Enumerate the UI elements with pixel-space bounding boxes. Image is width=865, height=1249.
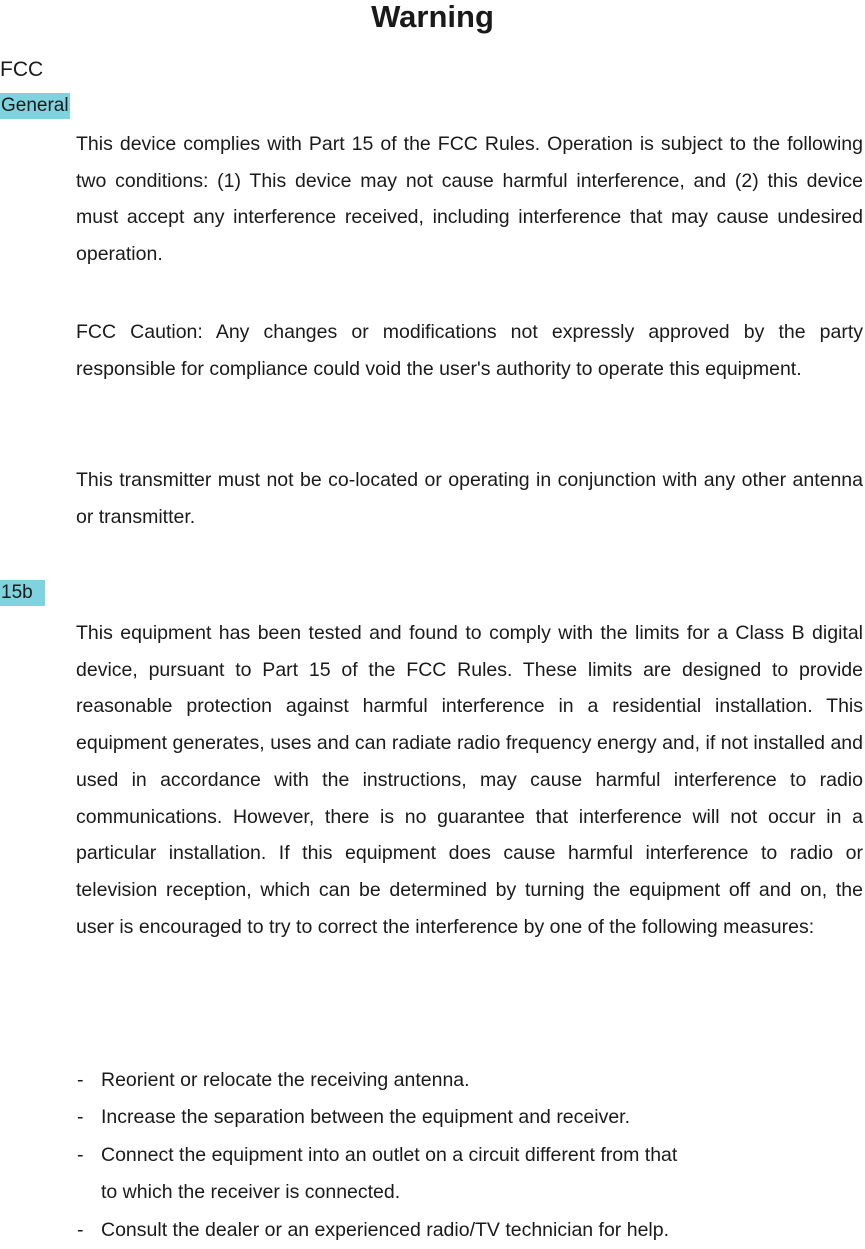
page-title: Warning xyxy=(371,0,494,34)
list-item xyxy=(76,1137,863,1212)
paragraph-class-b: This equipment has been tested and found to comply with the limits for a Class B digital device, pursuant to Part 15 of the FCC Rules. These limits are designed to provide reasonable protection against harmful interference in a residential installation. This equipment generates, uses and can radiate radio frequency energy and, if not installed and used in accordance with the instructions, may cause harmful interference to radio communications. However, there is no guarantee that interference will not occur in a particular installation. If this equipment does cause harmful interference to radio or television reception, which can be determined by turning the equipment off and on, the user is encouraged to try to correct the interference by one of the following measures: xyxy=(76,622,863,938)
bullet-dash: - xyxy=(77,1106,84,1129)
paragraph-caution: FCC Caution: Any changes or modifications not expressly approved by the party responsible for compliance could void the user's authority to operate this equipment. xyxy=(76,321,863,380)
list-item xyxy=(76,1062,863,1099)
measure-text: Increase the separation between the equipment and receiver. xyxy=(101,1106,631,1129)
measure-text: Reorient or relocate the receiving antenna. xyxy=(101,1069,470,1091)
measure-text-continuation: to which the receiver is connected. xyxy=(101,1181,401,1204)
bullet-dash: - xyxy=(77,1218,84,1241)
measure-text: Connect the equipment into an outlet on a circuit different from that xyxy=(101,1143,678,1166)
list-item xyxy=(76,1212,863,1249)
bullet-dash: - xyxy=(77,1143,84,1166)
bullet-dash: - xyxy=(77,1069,84,1091)
list-item xyxy=(76,1099,863,1136)
measure-text: Consult the dealer or an experienced radio/TV technician for help. xyxy=(101,1218,670,1241)
section-heading-fcc: FCC xyxy=(0,58,44,81)
paragraph-compliance: This device complies with Part 15 of the FCC Rules. Operation is subject to the following two conditions: (1) This device may not cause harmful interference, and (2) this device must accept any interference received, including interference that may cause undesired operation. xyxy=(76,133,863,266)
label-15b: 15b xyxy=(0,580,45,606)
measures-list xyxy=(76,1062,863,1249)
label-general: General xyxy=(0,93,70,119)
paragraph-transmitter: This transmitter must not be co-located or operating in conjunction with any other antenna or transmitter. xyxy=(76,469,863,528)
